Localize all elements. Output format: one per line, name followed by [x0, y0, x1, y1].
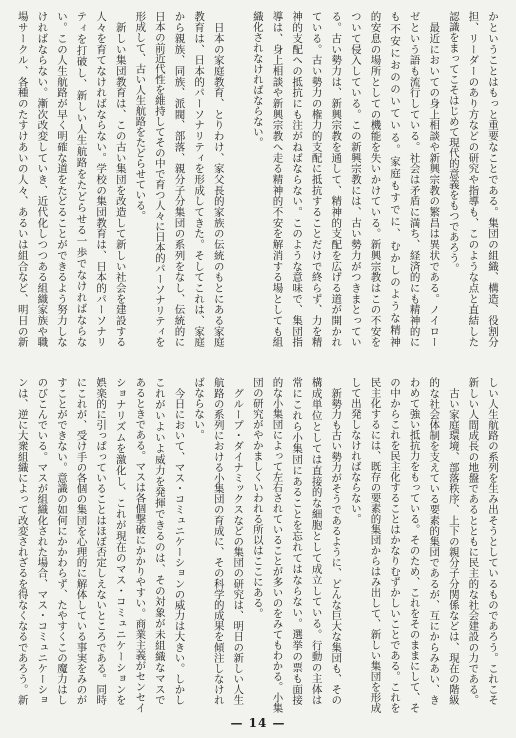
text-column: 導は、身上相談や新興宗教へ走る精神的不安を解消する場としても組: [271, 11, 284, 347]
text-column: グループ・ダイナミックスなどの集団の研究は、明日の新しい人生: [232, 377, 245, 705]
lower-text-tier: [12, 377, 502, 713]
text-column: ショナリズムを激化し、これが現在のマス・コミュニケーションを: [114, 377, 127, 705]
text-column: 神的支配への抵抗にも注がねばならない。このような意味で、集団指: [291, 11, 304, 347]
text-column: して出発しなければならない。: [349, 377, 362, 524]
text-column: 新しい人間成長の地盤であるとともに民主的な社会建設の力である。: [467, 377, 480, 705]
text-column: 最近においての身上相談や新興宗教の繁昌は異状である。ノイロー: [428, 11, 441, 347]
text-column: 今日において、マス・コミュニケーションの威力は大きい。しかし: [173, 377, 186, 705]
text-column: 日本の前近代性を維持してその中で育つ人々に日本的パーソナリティを: [153, 11, 166, 347]
upper-text-tier: [12, 11, 502, 347]
text-column: ンは、逆に大衆組織によって改変されざるを得なくなるであろう。新: [16, 377, 29, 705]
text-column: から親族、同族、派閥、部落、親分子分集団の系列をなし、伝統的に: [173, 11, 186, 347]
text-column: 的な社会体制を支えている要素的集団であるが、互にからみあい、き: [428, 377, 441, 705]
text-column: 構成単位としては直接的な細胞として成立している。行動の主体は: [310, 377, 323, 705]
text-column: 認識をまってこそはじめて現代的意義をもつであろう。: [447, 11, 460, 274]
text-column: かということはもっと重要なことである。集団の組織、構造、役割分: [487, 11, 499, 347]
text-column: も不安におののいている。家庭もすでに、むかしのような精神: [389, 11, 402, 347]
text-column: ている。古い勢力の権力的支配に抵抗することだけで終らず、力を精: [310, 11, 323, 347]
text-column: 常にこれら小集団にあることを忘れてはならない。選挙の票も面接: [291, 377, 304, 705]
section-break: [228, 11, 248, 347]
text-column: 航路の系列における小集団の育成に、その科学的成果を傾注しなけれ: [212, 377, 225, 705]
text-column: ければならない。漸次改変していき、近代化しつつある組織家族や職: [36, 11, 49, 347]
text-column: ついて侵入している。この新興宗教には、古い勢力がつきまとってい: [349, 11, 362, 347]
text-column: 的な小集団によって左右されていることが多いのをみてもわかる。小集: [271, 377, 284, 713]
text-column: 古い家庭環境、部落秩序、上下の親分子分関係などは、現在の階級: [447, 377, 460, 705]
text-column: 織化されなければならない。: [251, 11, 264, 148]
text-column: 形成して、古い人生航路をたどらせている。: [134, 11, 147, 221]
text-column: これがいよいよ威力を発揮できるのは、その対象が未組織なマスで: [153, 377, 166, 705]
text-column: 団の研究がやかましくいわれる所以はここにある。: [251, 377, 264, 619]
text-column: 娯楽的に引っぱっていることはほぼ否定しえないところである。同時: [95, 377, 108, 705]
text-column: 人々を育てなければならない。学校の集団教育は、日本的パーソナリ: [95, 11, 108, 347]
text-column: る。古い勢力は、新興宗教を通して、精神的支配を広げる道が開かれ: [330, 11, 343, 347]
text-column: ゼという語も流行している。社会は矛盾に満ち、経済的にも精神的に: [408, 11, 421, 347]
text-column: 新しい集団教育は、この古い集団を改造して新しい社会を建設する: [114, 11, 127, 347]
text-column: 担、リーダーのあり方などの研究や指導も、このような点と直結した: [467, 11, 480, 347]
text-column: い。この人生航路が早く明確な道をたどることができるよう努力しな: [55, 11, 68, 347]
text-column: 民主化するには、既存の要素的集団からはみ出して、新しい集団を形成: [369, 377, 382, 713]
text-column: しい人生航路の系列を生み出そうとしているものであろう。これこそ: [487, 377, 499, 705]
text-column: のびこんでいる。マスが組織化された場合、マス・コミュニケーショ: [36, 377, 49, 705]
text-column: の中からこれを民主化することはかなりむずかしいことである。これを: [389, 377, 402, 713]
page-number: — 14 —: [230, 716, 286, 730]
text-column: 的安息の場所としての機能を失いかけている。新興宗教はこの不安を: [369, 11, 382, 347]
text-column: 場サークル、各種のたすけあいの人々、あるいは組合など、明日の新: [16, 11, 29, 347]
text-column: あるときである。マスは各個撃破にかかりやすい。商業主義がセンセイ: [134, 377, 147, 713]
text-column: 新勢力も古い勢力がそうであるように、どんな巨大な集団も、その: [330, 377, 343, 705]
text-column: わめて強い抵抗力をもっている。そのため、これをそのままにして、そ: [408, 377, 421, 713]
text-column: 日本の家庭教育、とりわけ、家父長的家族の伝統のもとにある家庭: [212, 11, 225, 347]
text-column: ティを打破し、新しい人生航路をたどらせる一歩でなければならな: [75, 11, 88, 347]
text-column: すことができない。意識の如何にかかわらず、たやすくこの魔力はし: [55, 377, 68, 705]
text-column: にこれが、受け手の各個の集団を心理的に解体している事実をみのが: [75, 377, 88, 705]
text-column: 教育は、日本的パーソナリティを形成してきた。そしてこれは、家庭: [193, 11, 206, 347]
text-column: ばならない。: [193, 377, 206, 440]
